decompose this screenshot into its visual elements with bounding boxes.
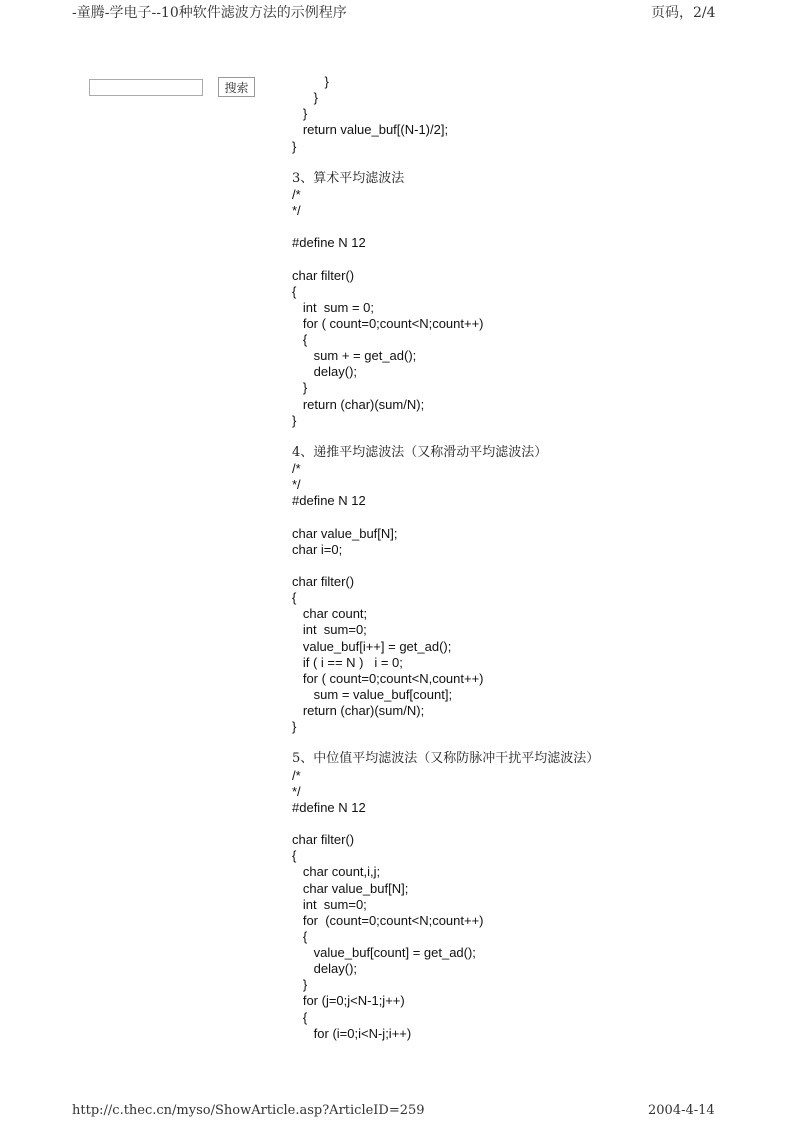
code-line: int sum = 0; <box>292 299 375 315</box>
code-line: for ( count=0;count<N,count++) <box>292 670 484 686</box>
section-heading: 5、中位值平均滤波法（又称防脉冲干扰平均滤波法） <box>292 751 600 767</box>
code-line: #define N 12 <box>292 799 366 815</box>
code-line: value_buf[i++] = get_ad(); <box>292 638 452 654</box>
code-line: sum = value_buf[count]; <box>292 686 453 702</box>
footer-date: 2004-4-14 <box>648 1103 715 1118</box>
code-line: return (char)(sum/N); <box>292 396 425 412</box>
code-line: { <box>292 590 297 606</box>
code-line: char filter() <box>292 574 355 590</box>
code-line: #define N 12 <box>292 235 366 251</box>
code-line: delay(); <box>292 364 358 380</box>
code-line: { <box>292 1009 308 1025</box>
code-line: { <box>292 848 297 864</box>
code-line: /* <box>292 461 301 477</box>
code-line: { <box>292 283 297 299</box>
footer-url: http://c.thec.cn/myso/ShowArticle.asp?ArticleID=259 <box>72 1103 425 1118</box>
code-line: char count; <box>292 606 368 622</box>
code-line: int sum=0; <box>292 896 367 912</box>
code-line: /* <box>292 186 301 202</box>
document-title: -童腾-学电子--10种软件滤波方法的示例程序 <box>72 5 347 21</box>
code-line: */ <box>292 203 301 219</box>
code-line: */ <box>292 783 301 799</box>
code-line: if ( i == N ) i = 0; <box>292 654 403 670</box>
code-line: return (char)(sum/N); <box>292 703 425 719</box>
code-line: for (count=0;count<N;count++) <box>292 912 484 928</box>
section-heading: 4、递推平均滤波法（又称滑动平均滤波法） <box>292 444 548 460</box>
code-line: for (j=0;j<N-1;j++) <box>292 993 405 1009</box>
code-line: int sum=0; <box>292 622 367 638</box>
code-line: /* <box>292 767 301 783</box>
code-line: { <box>292 928 308 944</box>
code-line: #define N 12 <box>292 493 366 509</box>
code-line: } <box>292 90 319 106</box>
code-line: char count,i,j; <box>292 864 381 880</box>
code-line: value_buf[count] = get_ad(); <box>292 945 476 961</box>
code-line: delay(); <box>292 961 358 977</box>
code-line: } <box>292 977 308 993</box>
code-line: char i=0; <box>292 541 343 557</box>
code-line: char value_buf[N]; <box>292 880 409 896</box>
code-line: return value_buf[(N-1)/2]; <box>292 122 449 138</box>
section-heading: 3、算术平均滤波法 <box>292 170 405 186</box>
code-line: } <box>292 412 297 428</box>
search-button[interactable]: 搜索 <box>218 77 255 97</box>
code-line: char filter() <box>292 267 355 283</box>
code-line: for (i=0;i<N-j;i++) <box>292 1025 412 1041</box>
code-line: char value_buf[N]; <box>292 525 398 541</box>
code-line: char filter() <box>292 832 355 848</box>
code-line: } <box>292 106 308 122</box>
code-line: } <box>292 138 297 154</box>
code-line: sum + = get_ad(); <box>292 348 417 364</box>
code-line: } <box>292 380 308 396</box>
code-line: for ( count=0;count<N;count++) <box>292 315 484 331</box>
code-line: */ <box>292 477 301 493</box>
page-number: 页码，2/4 <box>651 5 716 21</box>
code-line: { <box>292 332 308 348</box>
search-input[interactable] <box>89 79 203 96</box>
code-line: } <box>292 74 329 89</box>
code-line: } <box>292 719 297 735</box>
